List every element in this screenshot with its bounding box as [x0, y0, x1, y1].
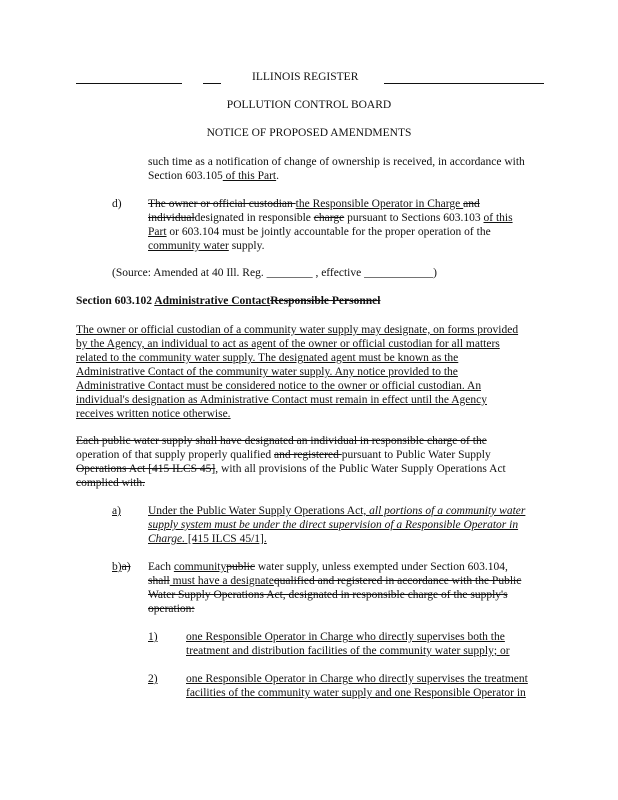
new-para-line-4: Administrative Contact of the community water supply. Any notice provided to the	[76, 366, 458, 378]
inserted-text: the Responsible Operator in Charge	[295, 198, 464, 210]
inserted-text: must have a designate	[169, 575, 274, 587]
para-d-line-2	[148, 211, 513, 225]
item-1-line-1: one Responsible Operator in Charge who directly supervises both the	[186, 631, 505, 643]
inserted-text: community	[173, 561, 227, 573]
board-title: POLLUTION CONTROL BOARD	[226, 99, 392, 111]
text-segment: Each	[148, 561, 174, 573]
para-d-line-4	[148, 239, 265, 253]
item-b-line-1	[148, 560, 508, 574]
text-segment: Section 603.105	[148, 170, 223, 182]
new-para-line-5: Administrative Contact must be considered notice to the owner or official custodian. An	[76, 380, 482, 392]
para-d-line-3	[148, 225, 491, 239]
item-a-line-2: supply system must be under the direct supervision of a Responsible Operator in	[148, 519, 519, 531]
new-para-line-7: receives written notice otherwise.	[76, 408, 231, 420]
header-rule-right	[384, 83, 544, 84]
section-old-title: Responsible Personnel	[270, 295, 381, 307]
text-segment: .	[276, 170, 279, 182]
text-segment: , with all provisions of the Public Water Supply Operations Act	[215, 463, 506, 475]
old-para-line-1: Each public water supply shall have designated an individual in responsible charge of the	[76, 435, 487, 447]
para-c-line-1	[148, 155, 525, 169]
deleted-text: The owner or official custodian	[148, 198, 296, 210]
text-segment: water supply, unless exempted under Section 603.104,	[255, 561, 508, 573]
para-d-label: d)	[112, 198, 122, 210]
section-heading	[76, 294, 380, 308]
para-d-line-1	[148, 197, 480, 211]
register-title: ILLINOIS REGISTER	[252, 71, 359, 83]
deleted-text: Operations Act [415 ILCS 45]	[76, 463, 216, 475]
section-new-title: Administrative Contact	[154, 295, 271, 307]
item-b-line-3: Water Supply Operations Act, designated in responsible charge of the supply's	[148, 589, 508, 601]
item-2-line-2: facilities of the community water supply and one Responsible Operator in	[186, 687, 526, 699]
text-segment: pursuant to Public Water Supply	[341, 449, 491, 461]
item-b-line-2	[148, 574, 521, 588]
deleted-text: charge	[313, 212, 345, 224]
text-segment: designated in responsible	[194, 212, 314, 224]
section-number: Section 603.102	[76, 295, 155, 307]
item-1-line-2: treatment and distribution facilities of the community water supply; or	[186, 645, 510, 657]
old-para-line-2	[76, 448, 491, 462]
deleted-text: and registered	[274, 449, 342, 461]
new-para-line-2: by the Agency, an individual to act as agent of the owner or official custodian for all matters	[76, 338, 500, 350]
text-segment: operation of that supply properly qualified	[76, 449, 275, 461]
item-b-label	[112, 560, 131, 574]
text-segment: such time as a notification of change of ownership is received, in accordance with	[148, 156, 525, 168]
inserted-italic-text: all portions of a community water	[369, 505, 526, 517]
deleted-text: qualified and registered in accordance with the Public	[273, 575, 522, 587]
inserted-text: of this Part	[222, 170, 277, 182]
header-rule-short	[203, 83, 221, 84]
inserted-italic-text: Charge.	[148, 533, 185, 545]
inserted-text: of this	[483, 212, 513, 224]
source-note: (Source: Amended at 40 Ill. Reg. ________ , effective ____________)	[112, 267, 437, 279]
item-a-line-3	[148, 532, 267, 546]
old-label: a)	[121, 561, 131, 573]
text-segment: pursuant to Sections 603.103	[344, 212, 484, 224]
item-b-line-4: operation:	[148, 603, 195, 615]
text-segment: supply.	[228, 240, 265, 252]
inserted-text: Under the Public Water Supply Operations Act,	[148, 505, 370, 517]
new-para-line-3: related to the community water supply. The designated agent must be known as the	[76, 352, 459, 364]
deleted-text: public	[226, 561, 255, 573]
old-para-line-3	[76, 462, 506, 476]
item-2-line-1: one Responsible Operator in Charge who directly supervises the treatment	[186, 673, 528, 685]
notice-title: NOTICE OF PROPOSED AMENDMENTS	[206, 127, 412, 139]
deleted-text: shall	[148, 575, 170, 587]
inserted-text: Part	[148, 226, 167, 238]
inserted-text: community water	[148, 240, 229, 252]
item-a-line-1	[148, 504, 525, 518]
header-rule-left	[76, 83, 182, 84]
new-para-line-1: The owner or official custodian of a community water supply may designate, on forms provided	[76, 324, 519, 336]
para-c-line-2	[148, 169, 279, 183]
item-1-label: 1)	[148, 631, 158, 643]
text-segment: or 603.104 must be jointly accountable for the proper operation of the	[166, 226, 491, 238]
item-2-label: 2)	[148, 673, 158, 685]
deleted-text: and	[463, 198, 480, 210]
item-a-label: a)	[112, 505, 121, 517]
deleted-text: individual	[148, 212, 195, 224]
inserted-text: [415 ILCS 45/1].	[184, 533, 267, 545]
old-para-line-4: complied with.	[76, 477, 145, 489]
new-label: b)	[112, 561, 122, 573]
new-para-line-6: individual's designation as Administrative Contact must remain in effect until the Agency	[76, 394, 487, 406]
